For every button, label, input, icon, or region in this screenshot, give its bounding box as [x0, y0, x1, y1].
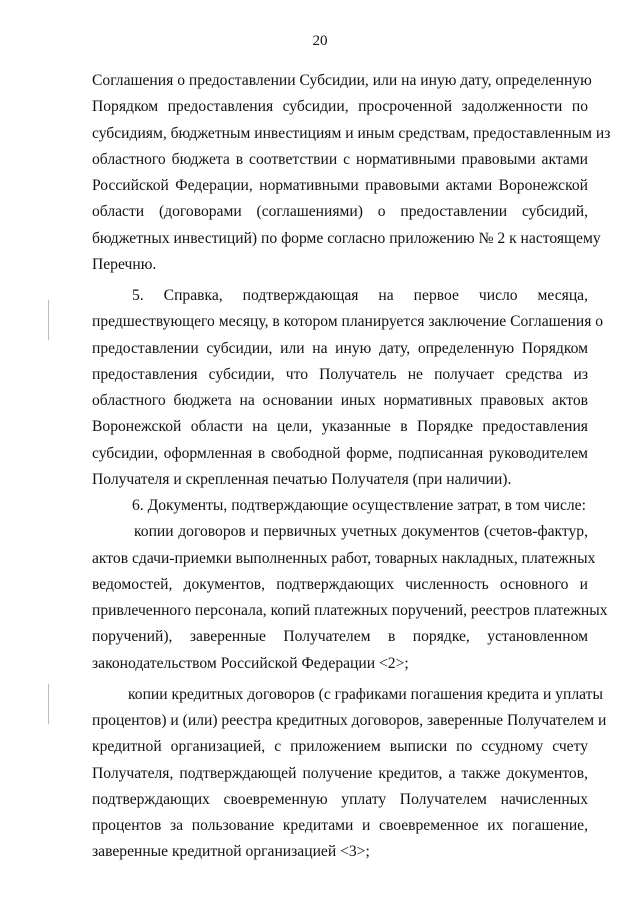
text-line: Российской Федерации, нормативными правовыми актами Воронежской	[92, 177, 588, 194]
text-line: области (договорами (соглашениями) о предоставлении субсидий,	[92, 203, 588, 221]
scan-margin-mark	[48, 684, 49, 724]
text-line: бюджетных инвестиций) по форме согласно приложению № 2 к настоящему	[92, 229, 601, 247]
scan-margin-mark	[48, 300, 49, 340]
document-body	[92, 68, 611, 866]
text-line: 6. Документы, подтверждающие осуществление затрат, в том числе:	[132, 497, 586, 514]
text-line: Перечню.	[92, 255, 157, 273]
text-line: областного бюджета в соответствии с нормативными правовыми актами	[92, 150, 588, 168]
text-line: копии кредитных договоров (с графиками погашения кредита и уплаты	[128, 685, 603, 703]
text-line: законодательством Российской Федерации <2>;	[92, 654, 409, 672]
text-line: заверенные кредитной организацией <3>;	[92, 843, 370, 861]
text-line: процентов за пользование кредитами и своевременное их погашение,	[92, 817, 588, 834]
text-line: ведомостей, документов, подтверждающих численность основного и	[92, 575, 588, 593]
text-line: привлеченного персонала, копий платежных поручений, реестров платежных	[92, 602, 608, 619]
text-line: субсидиям, бюджетным инвестициям и иным средствам, предоставленным из	[92, 124, 611, 142]
text-line: подтверждающих своевременную уплату Получателем начисленных	[92, 790, 588, 808]
text-line: кредитной организацией, с приложением выписки по ссудному счету	[92, 738, 588, 756]
text-line: предшествующего месяцу, в котором планируется заключение Соглашения о	[92, 313, 604, 331]
page-number: 20	[312, 33, 328, 49]
text-line: Соглашения о предоставлении Субсидии, или на иную дату, определенную	[92, 72, 592, 89]
text-line: предоставления субсидии, что Получатель не получает средства из	[92, 365, 588, 383]
text-line: поручений), заверенные Получателем в порядке, установленном	[92, 628, 588, 646]
text-line: 5. Справка, подтверждающая на первое число месяца,	[132, 287, 588, 304]
text-line: Получателя, подтверждающей получение кредитов, а также документов,	[92, 764, 588, 782]
text-line: Получателя и скрепленная печатью Получателя (при наличии).	[92, 470, 512, 488]
text-line: предоставлении субсидии, или на иную дату, определенную Порядком	[92, 339, 588, 357]
text-line: областного бюджета на основании иных нормативных правовых актов	[92, 392, 588, 409]
text-line: процентов) и (или) реестра кредитных договоров, заверенные Получателем и	[92, 712, 607, 729]
text-line: копии договоров и первичных учетных документов (счетов-фактур,	[134, 523, 588, 541]
text-line: актов сдачи-приемки выполненных работ, товарных накладных, платежных	[92, 549, 596, 567]
text-line: Порядком предоставления субсидии, просроченной задолженности по	[92, 98, 588, 116]
text-line: Воронежской области на цели, указанные в Порядке предоставления	[92, 418, 588, 436]
text-line: субсидии, оформленная в свободной форме, подписанная руководителем	[92, 444, 588, 462]
